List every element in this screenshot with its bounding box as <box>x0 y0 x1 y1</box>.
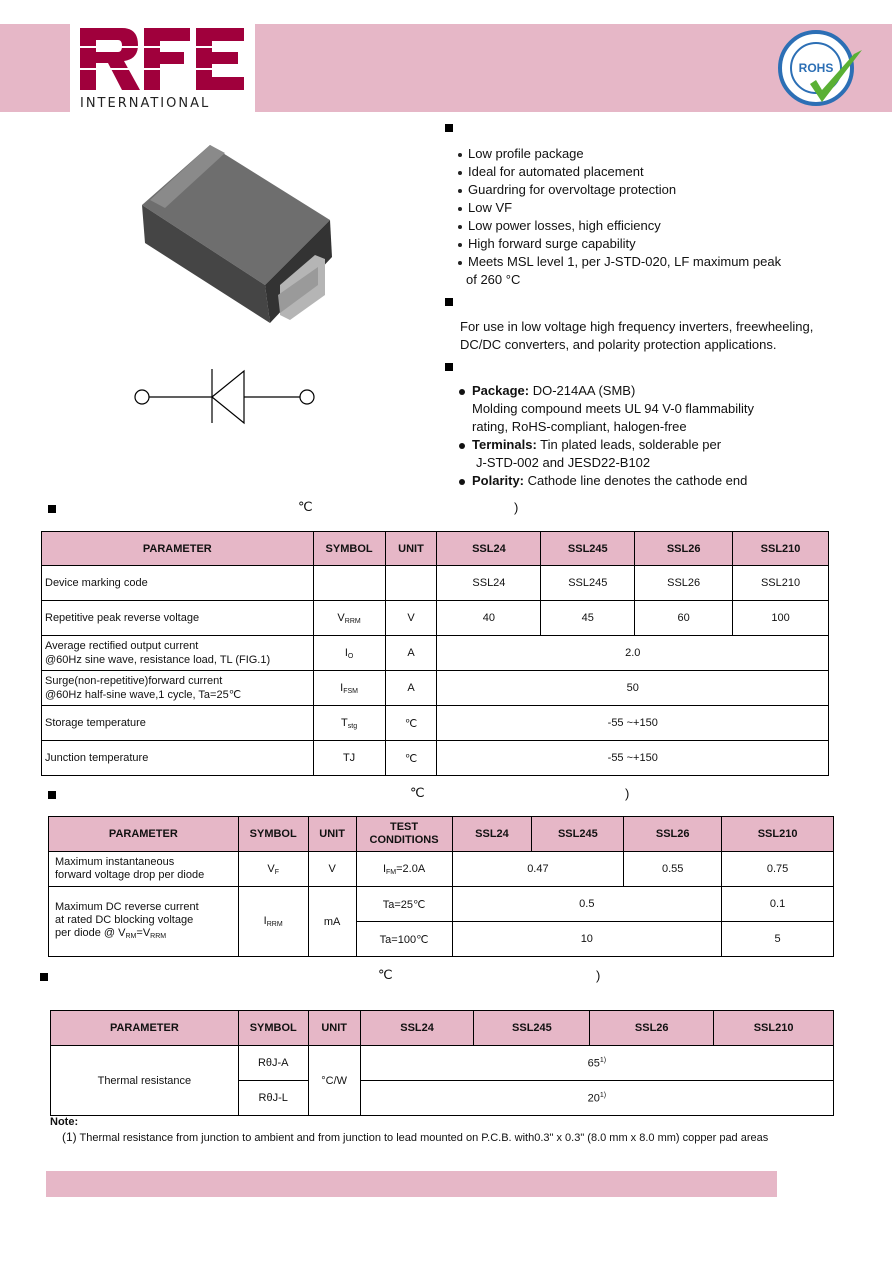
col-header: SYMBOL <box>313 532 385 566</box>
feature-item: Low VF <box>458 199 781 217</box>
section-marker-ratings <box>48 505 56 513</box>
table-row: Thermal resistance RθJ-A °C/W 65$^{1)}$ <box>51 1046 834 1081</box>
col-header: SSL26 <box>635 532 733 566</box>
section-marker-features <box>445 124 453 132</box>
footer-band <box>46 1171 777 1197</box>
section-marker-application <box>445 298 453 306</box>
feature-item: Ideal for automated placement <box>458 163 781 181</box>
diode-symbol <box>132 365 317 425</box>
feature-item-cont: of 260 °C <box>466 272 521 287</box>
smb-package-image <box>130 145 340 325</box>
table-row: Maximum DC reverse current at rated DC blocking voltage per diode @ $V_{RM}=V_{RRM}$ $I_{RRM}$ mA Ta=25℃ 0.5 0.1 <box>49 887 834 922</box>
feature-item: Low power losses, high efficiency <box>458 217 781 235</box>
section-marker-electrical <box>48 791 56 799</box>
table-row: Ta=100℃ 10 5 <box>49 922 834 957</box>
rfe-logo-mark <box>80 28 245 90</box>
ratings-table <box>41 531 829 776</box>
section-marker-thermal <box>40 973 48 981</box>
electrical-deg: ℃ <box>410 785 425 800</box>
note-text: (1) Thermal resistance from junction to ambient and from junction to lead mounted on P.C.B. with0.3" x 0.3" (8.0 mm x 8.0 mm) copper pad areas <box>62 1130 769 1144</box>
thermal-deg: ℃ <box>378 967 393 982</box>
ratings-paren: ) <box>514 500 519 515</box>
table-row: Maximum instantaneous forward voltage drop per diode $V_F$ V $I_{FM}=2.0A$ 0.47 0.55 0.75 <box>49 852 834 887</box>
rohs-label: ROHS <box>798 61 834 75</box>
note-label: Note: <box>50 1116 79 1128</box>
col-header: PARAMETER <box>42 532 314 566</box>
feature-item: High forward surge capability <box>458 235 781 253</box>
table-row: Average rectified output current @60Hz sine wave, resistance load, TL (FIG.1) $I_O$ A 2.0 <box>42 636 829 671</box>
section-marker-mechanical <box>445 363 453 371</box>
company-logo <box>70 24 255 112</box>
ratings-deg: ℃ <box>298 499 313 514</box>
thermal-paren: ) <box>596 968 601 983</box>
table-row: Junction temperature TJ ℃ -55 ~+150 <box>42 741 829 776</box>
rohs-badge <box>776 30 866 110</box>
table-row: RθJ-L 20$^{1)}$ <box>51 1081 834 1116</box>
col-header: SSL210 <box>733 532 829 566</box>
col-header: UNIT <box>385 532 437 566</box>
table-row: Surge(non-repetitive)forward current @60Hz half-sine wave,1 cycle, Ta=25℃ $I_{FSM}$ A 50 <box>42 671 829 706</box>
thermal-table: PARAMETER SYMBOL UNIT SSL24 SSL245 SSL26 SSL210 Thermal resistance RθJ-A °C/W 65$^{1)}$ RθJ-L 20$^{1)}$ <box>50 1010 834 1116</box>
table-row: Storage temperature $T_{stg}$ ℃ -55 ~+150 <box>42 706 829 741</box>
electrical-paren: ) <box>625 786 630 801</box>
application-text: For use in low voltage high frequency inverters, freewheeling, DC/DC converters, and polarity protection applications. <box>460 319 814 352</box>
feature-item: Low profile package <box>458 145 781 163</box>
feature-item: Meets MSL level 1, per J-STD-020, LF maximum peak <box>458 253 781 271</box>
table-row: Device marking code SSL24 SSL245 SSL26 SSL210 <box>42 566 829 601</box>
table-row: Repetitive peak reverse voltage $V_{RRM}$ V 40 45 60 100 <box>42 601 829 636</box>
logo-subtitle: INTERNATIONAL <box>80 96 211 111</box>
mechanical-data: Package: DO-214AA (SMB) Molding compound meets UL 94 V-0 flammability rating, RoHS-compliant, halogen-free Terminals: Tin plated leads, solderable per J-STD-002 and JESD22-B102 Polarity: Cathode line denotes the cathode end <box>459 382 754 490</box>
col-header: SSL245 <box>541 532 635 566</box>
features-list <box>458 145 781 289</box>
electrical-table: PARAMETER SYMBOL UNIT TEST CONDITIONS SSL24 SSL245 SSL26 SSL210 Maximum instantaneous forward voltage drop per diode $V_F$ V $I_{FM}=2.0A$ 0.47 0.55 0.75 Maximum DC reverse current at rated DC blocking voltage per diode @ $V_{RM}=V_{RRM}$ $I_{RRM}$ mA Ta=25℃ 0.5 0.1 Ta=100℃ 10 5 <box>48 816 834 957</box>
col-header: SSL24 <box>437 532 541 566</box>
feature-item: Guardring for overvoltage protection <box>458 181 781 199</box>
